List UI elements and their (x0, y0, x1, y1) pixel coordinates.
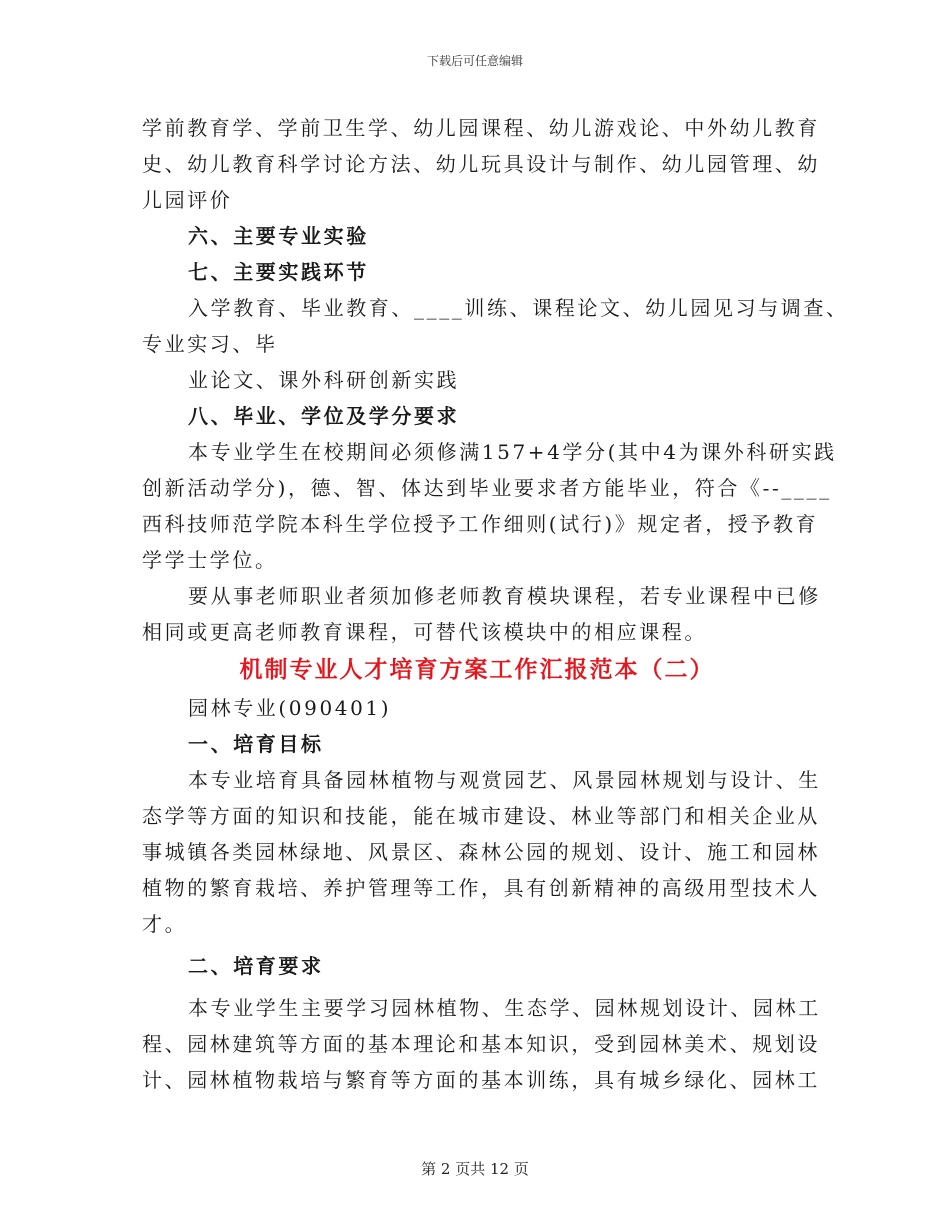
document-title: 机制专业人才培育方案工作汇报范本（二） (239, 656, 715, 683)
paragraph-line: 西科技师范学院本科生学位授予工作细则(试行)》规定者，授予教育 (142, 512, 819, 536)
paragraph-line: 程、园林建筑等方面的基本理论和基本知识，受到园林美术、规划设 (142, 1032, 820, 1056)
section-heading: 一、培育目标 (188, 732, 324, 756)
page-header: 下载后可任意编辑 (426, 54, 523, 68)
section-heading: 六、主要专业实验 (188, 224, 369, 248)
paragraph-line: 本专业学生主要学习园林植物、生态学、园林规划设计、园林工 (188, 996, 821, 1020)
paragraph-line: 学前教育学、学前卫生学、幼儿园课程、幼儿游戏论、中外幼儿教育 (142, 116, 820, 140)
paragraph-line: 儿园评价 (142, 188, 233, 212)
paragraph-line: 要从事老师职业者须加修老师教育模块课程，若专业课程中已修 (188, 584, 821, 608)
section-heading: 七、主要实践环节 (188, 260, 369, 284)
paragraph-line: 相同或更高老师教育课程，可替代该模块中的相应课程。 (142, 620, 707, 644)
section-heading: 八、毕业、学位及学分要求 (188, 404, 460, 428)
paragraph-line: 本专业学生在校期间必须修满157+4学分(其中4为课外科研实践 (188, 440, 837, 464)
paragraph-line: 专业实习、毕 (142, 332, 278, 356)
paragraph-line: 态学等方面的知识和技能，能在城市建设、林业等部门和相关企业从 (142, 804, 820, 828)
paragraph-line: 园林专业(090401) (188, 696, 392, 720)
page-footer: 第 2 页共 12 页 (421, 1160, 529, 1178)
paragraph-line: 事城镇各类园林绿地、风景区、森林公园的规划、设计、施工和园林 (142, 840, 820, 864)
section-heading: 二、培育要求 (188, 954, 324, 978)
paragraph-line: 业论文、课外科研创新实践 (188, 368, 460, 392)
paragraph-line: 计、园林植物栽培与繁育等方面的基本训练，具有城乡绿化、园林工 (142, 1068, 820, 1092)
paragraph-line: 学学士学位。 (142, 548, 278, 572)
paragraph-line: 史、幼儿教育科学讨论方法、幼儿玩具设计与制作、幼儿园管理、幼 (142, 152, 820, 176)
paragraph-line: 才。 (142, 912, 188, 936)
paragraph-line: 本专业培育具备园林植物与观赏园艺、风景园林规划与设计、生 (188, 768, 821, 792)
paragraph-line: 入学教育、毕业教育、____训练、课程论文、幼儿园见习与调查、 (188, 296, 849, 320)
body-content (142, 110, 849, 1098)
paragraph-line: 植物的繁育栽培、养护管理等工作，具有创新精神的高级用型技术人 (142, 876, 820, 900)
paragraph-line: 创新活动学分)，德、智、体达到毕业要求者方能毕业，符合《--____ (142, 476, 832, 500)
